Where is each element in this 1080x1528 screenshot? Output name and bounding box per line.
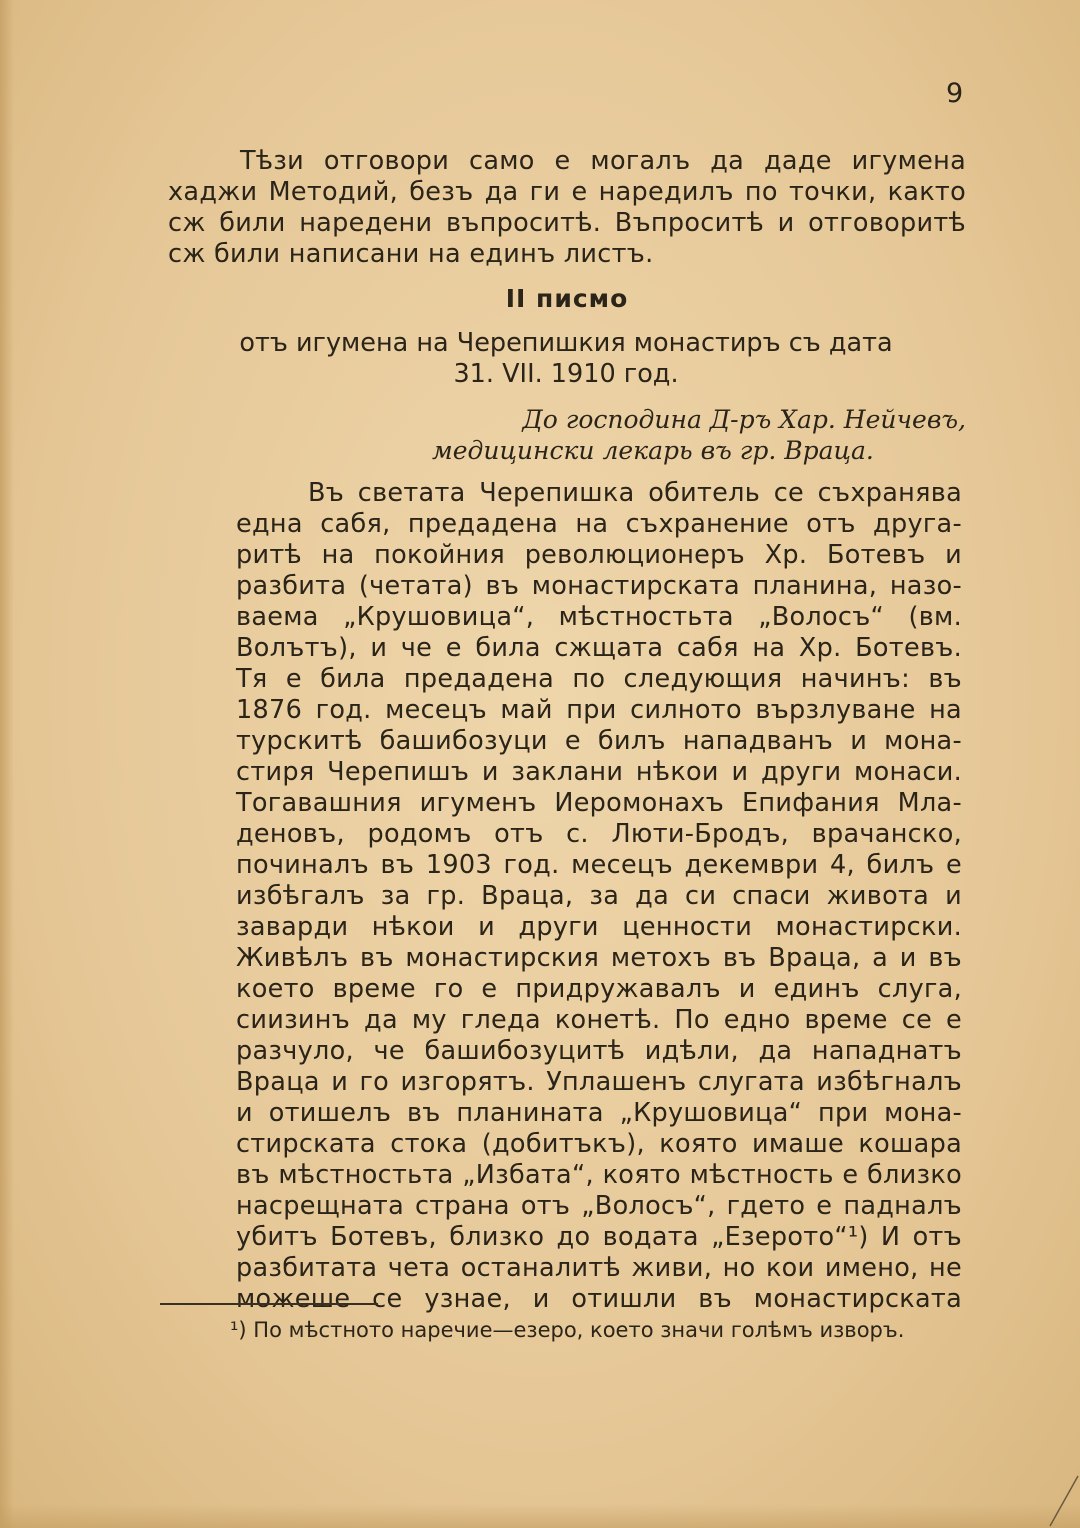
letter-line: Тя е била предадена по следующия начинъ: въ bbox=[236, 664, 962, 694]
letter-line: и отишелъ въ планината „Крушовица“ при мона- bbox=[236, 1098, 962, 1128]
letter-line: насрещната страна отъ „Волосъ“, гдето е падналъ bbox=[236, 1191, 962, 1221]
intro-line: сж били написани на единъ листъ. bbox=[168, 239, 654, 269]
letter-line: Волътъ), и че е била сжщата сабя на Хр. Ботевъ. bbox=[236, 633, 962, 663]
address-line: медицински лекарь въ гр. Враца. bbox=[432, 436, 874, 465]
letter-line: една сабя, предадена на съхранение отъ друга- bbox=[236, 509, 962, 539]
letter-line: въ мѣстностьта „Избата“, която мѣстность е близко bbox=[236, 1160, 962, 1190]
letter-line: заварди нѣкои и други ценности монастирски. bbox=[236, 912, 962, 942]
page-edge-shadow-bottom bbox=[0, 1504, 1080, 1528]
corner-crease-mark bbox=[1020, 1468, 1080, 1528]
letter-line: сиизинъ да му гледа конетѣ. По едно време се е bbox=[236, 1005, 962, 1035]
footnote-divider bbox=[160, 1303, 378, 1305]
letter-line: Живѣлъ въ монастирския метохъ въ Враца, а и въ bbox=[236, 943, 962, 973]
letter-line: ваема „Крушовица“, мѣстностьта „Волосъ“ (вм. bbox=[236, 602, 962, 632]
letter-line: починалъ въ 1903 год. месецъ декември 4, билъ е bbox=[236, 850, 962, 880]
letter-line: стиря Черепишъ и заклани нѣкои и други монаси. bbox=[236, 757, 962, 787]
section-heading: II писмо bbox=[505, 284, 629, 313]
letter-line: убитъ Ботевъ, близко до водата „Езерото“¹) И отъ bbox=[236, 1222, 962, 1252]
letter-line: стирската стока (добитъкъ), която имаше кошара bbox=[236, 1129, 962, 1159]
intro-line: Тѣзи отговори само е могалъ да даде игумена bbox=[240, 146, 966, 176]
letter-line: деновъ, родомъ отъ с. Люти-Бродъ, врачанско, bbox=[236, 819, 962, 849]
letter-body bbox=[236, 478, 962, 1315]
letter-line: 1876 год. месецъ май при силното вързлуване на bbox=[236, 695, 962, 725]
letter-line: ритѣ на покойния революционеръ Хр. Ботевъ и bbox=[236, 540, 962, 570]
intro-paragraph bbox=[168, 146, 966, 270]
letter-line: избѣгалъ за гр. Враца, за да си спаси живота и bbox=[236, 881, 962, 911]
intro-line: хаджи Методий, безъ да ги е наредилъ по точки, както bbox=[168, 177, 966, 207]
letter-address bbox=[430, 404, 966, 466]
subheading-line: 31. VII. 1910 год. bbox=[453, 359, 679, 389]
footnote: ¹) По мѣстното наречие—езеро, което значи голѣмъ изворъ. bbox=[230, 1318, 905, 1342]
section-subheading bbox=[226, 328, 906, 390]
letter-line: разбитата чета останалитѣ живи, но кои имено, не bbox=[236, 1253, 962, 1283]
page-number: 9 bbox=[946, 78, 964, 109]
subheading-line: отъ игумена на Черепишкия монастиръ съ дата bbox=[239, 328, 893, 358]
letter-line: разбита (четата) въ монастирската планина, назо- bbox=[236, 571, 962, 601]
letter-line: Въ светата Черепишка обитель се съхранява bbox=[308, 478, 962, 508]
letter-line: Тогавашния игуменъ Иеромонахъ Епифания Мла- bbox=[236, 788, 962, 818]
address-line: До господина Д-ръ Хар. Нейчевъ, bbox=[522, 405, 966, 434]
page-edge-shadow-left bbox=[0, 0, 14, 1528]
letter-line: което време го е придружавалъ и единъ слуга, bbox=[236, 974, 962, 1004]
letter-line: Враца и го изгорятъ. Уплашенъ слугата избѣгналъ bbox=[236, 1067, 962, 1097]
letter-line: можеше се узнае, и отишли въ монастирската bbox=[236, 1284, 962, 1314]
letter-line: турскитѣ башибозуци е билъ нападванъ и мона- bbox=[236, 726, 962, 756]
intro-line: сж били наредени въпроситѣ. Въпроситѣ и отговоритѣ bbox=[168, 208, 966, 238]
letter-line: разчуло, че башибозуцитѣ идѣли, да нападнатъ bbox=[236, 1036, 962, 1066]
